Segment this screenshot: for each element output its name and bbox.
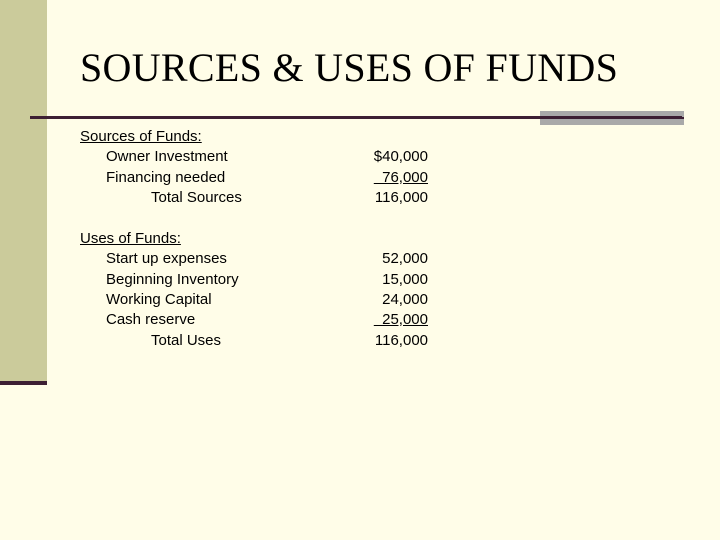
sources-value-total: 116,000 (374, 189, 428, 206)
uses-label-start-up-expenses: Start up expenses (106, 250, 227, 267)
sources-heading: Sources of Funds: (80, 128, 202, 145)
sources-value-owner-investment: $40,000 (373, 148, 428, 165)
title-rule-accent-line (540, 117, 684, 119)
sources-label-total: Total Sources (151, 189, 242, 206)
slide-title: SOURCES & USES OF FUNDS (80, 45, 619, 90)
sources-label-financing-needed: Financing needed (106, 169, 226, 186)
side-band (0, 0, 47, 383)
uses-value-working-capital: 24,000 (382, 291, 428, 308)
uses-value-beginning-inventory: 15,000 (382, 271, 428, 288)
sources-value-financing-needed: 76,000 (373, 169, 428, 186)
side-band-edge (0, 381, 47, 385)
uses-label-total: Total Uses (151, 332, 222, 349)
uses-label-working-capital: Working Capital (106, 291, 212, 308)
uses-value-cash-reserve: 25,000 (373, 311, 428, 328)
uses-label-beginning-inventory: Beginning Inventory (106, 271, 239, 288)
sources-label-owner-investment: Owner Investment (106, 148, 228, 165)
uses-heading: Uses of Funds: (80, 230, 181, 247)
uses-value-start-up-expenses: 52,000 (382, 250, 428, 267)
uses-label-cash-reserve: Cash reserve (106, 311, 196, 328)
uses-value-total: 116,000 (374, 332, 428, 349)
